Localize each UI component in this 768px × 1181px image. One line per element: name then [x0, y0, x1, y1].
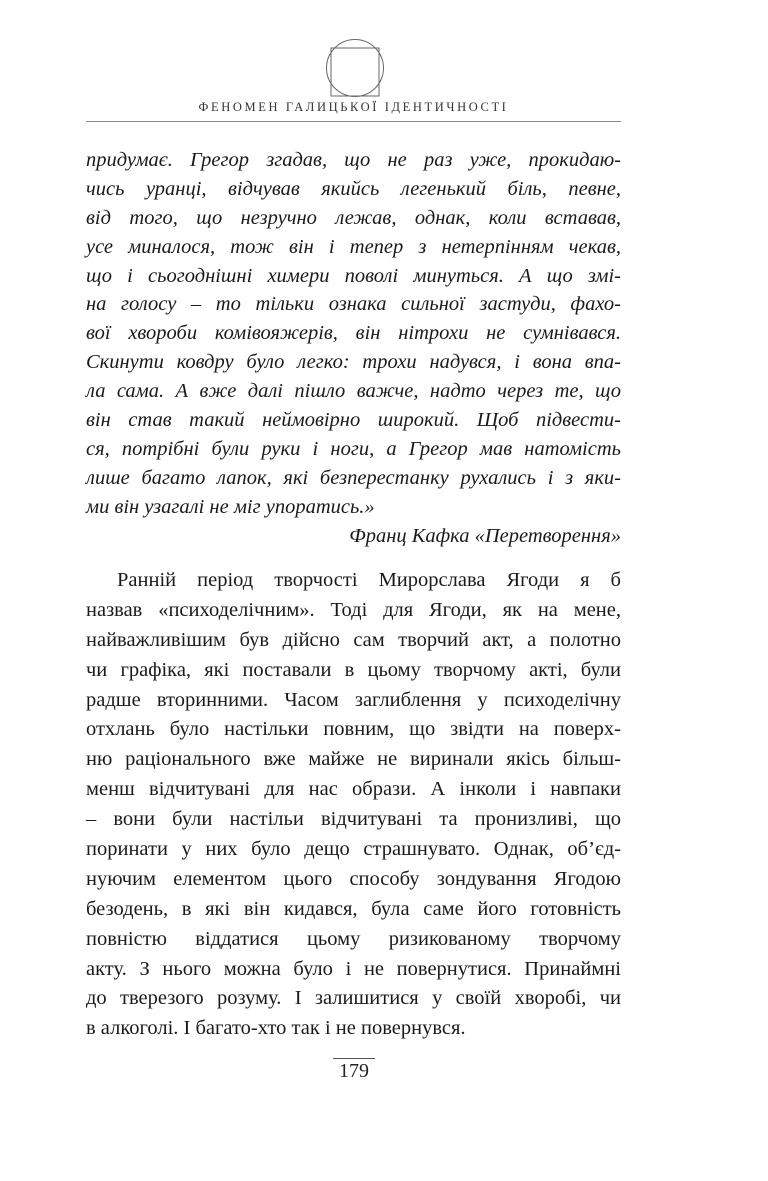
body-line: до тверезого розуму. І залишитися у своїй хворобі, чи	[86, 987, 621, 1010]
epigraph-line: придумає. Грегор згадав, що не раз уже, прокидаю-	[86, 149, 621, 171]
epigraph-line: ся, потрібні були руки і ноги, а Грегор мав натомість	[86, 437, 621, 460]
circle-square-emblem-icon	[325, 38, 385, 98]
body-line: менш відчитувані для нас образи. А інколи і навпаки	[86, 778, 621, 801]
body-line: Ранній період творчості Мирорслава Ягоди я б	[117, 569, 621, 591]
epigraph-line: він став такий неймовірно широкий. Щоб підвести-	[86, 409, 621, 432]
epigraph-line: вої хвороби комівояжерів, він нітрохи не сумнівався.	[86, 322, 621, 345]
body-line: назвав «психоделічним». Тоді для Ягоди, як на мене,	[86, 598, 621, 621]
epigraph-line: ми він узагалі не міг упоратись.»	[86, 495, 375, 518]
epigraph-quote	[86, 146, 621, 550]
epigraph-attribution: Франц Кафка «Перетворення»	[349, 524, 621, 547]
epigraph-line: від того, що незручно лежав, однак, коли вставав,	[86, 206, 621, 229]
epigraph-line: що і сьогоднішні химери поволі минуться. А що змі-	[86, 264, 621, 287]
page-number: 179	[339, 1060, 369, 1082]
body-line: – вони були настільи відчитувані та пронизливі, що	[86, 808, 621, 831]
running-header-title: ФЕНОМЕН ГАЛИЦЬКОЇ ІДЕНТИЧНОСТІ	[198, 100, 509, 114]
epigraph-line: лише багато лапок, які безперестанку рухались і з яки-	[86, 466, 621, 489]
body-line: акту. З нього можна було і не повернутися. Принаймні	[86, 957, 621, 980]
epigraph-line: Скинути ковдру було легко: трохи надувся, і вона впа-	[86, 351, 621, 374]
body-line: нуючим елементом цього способу зондування Ягодою	[86, 867, 621, 890]
body-line: найважливішим був дійсно сам творчий акт, а полотно	[86, 628, 621, 651]
page-number-rule	[333, 1058, 375, 1059]
body-line: повністю віддатися цьому ризикованому творчому	[86, 927, 621, 950]
body-line: безодень, в які він кидався, була саме його готовність	[86, 897, 621, 920]
body-line: ню раціонального вже майже не виринали якісь більш-	[86, 748, 621, 771]
epigraph-line: на голосу – то тільки ознака сильної застуди, фахо-	[86, 293, 621, 316]
body-line: чи графіка, які поставали в цьому творчому акті, були	[86, 658, 621, 681]
body-paragraph	[86, 566, 621, 1044]
epigraph-line: чись уранці, відчував якийсь легенький біль, певне,	[86, 177, 621, 200]
epigraph-line: ла сама. А вже далі пішло важче, надто через те, що	[86, 380, 621, 403]
body-line: отхлань було настільки повним, що звідти на поверх-	[86, 718, 621, 741]
body-line: в алкоголі. І багато-хто так і не повернувся.	[86, 1017, 466, 1040]
epigraph-line: усе миналося, тож він і тепер з нетерпінням чекав,	[86, 235, 621, 258]
body-line: радше вторинними. Часом заглиблення у психоделічну	[86, 688, 621, 711]
header-divider	[86, 121, 621, 122]
body-line: поринати у них було дещо страшнувато. Однак, об’єд-	[86, 838, 621, 861]
